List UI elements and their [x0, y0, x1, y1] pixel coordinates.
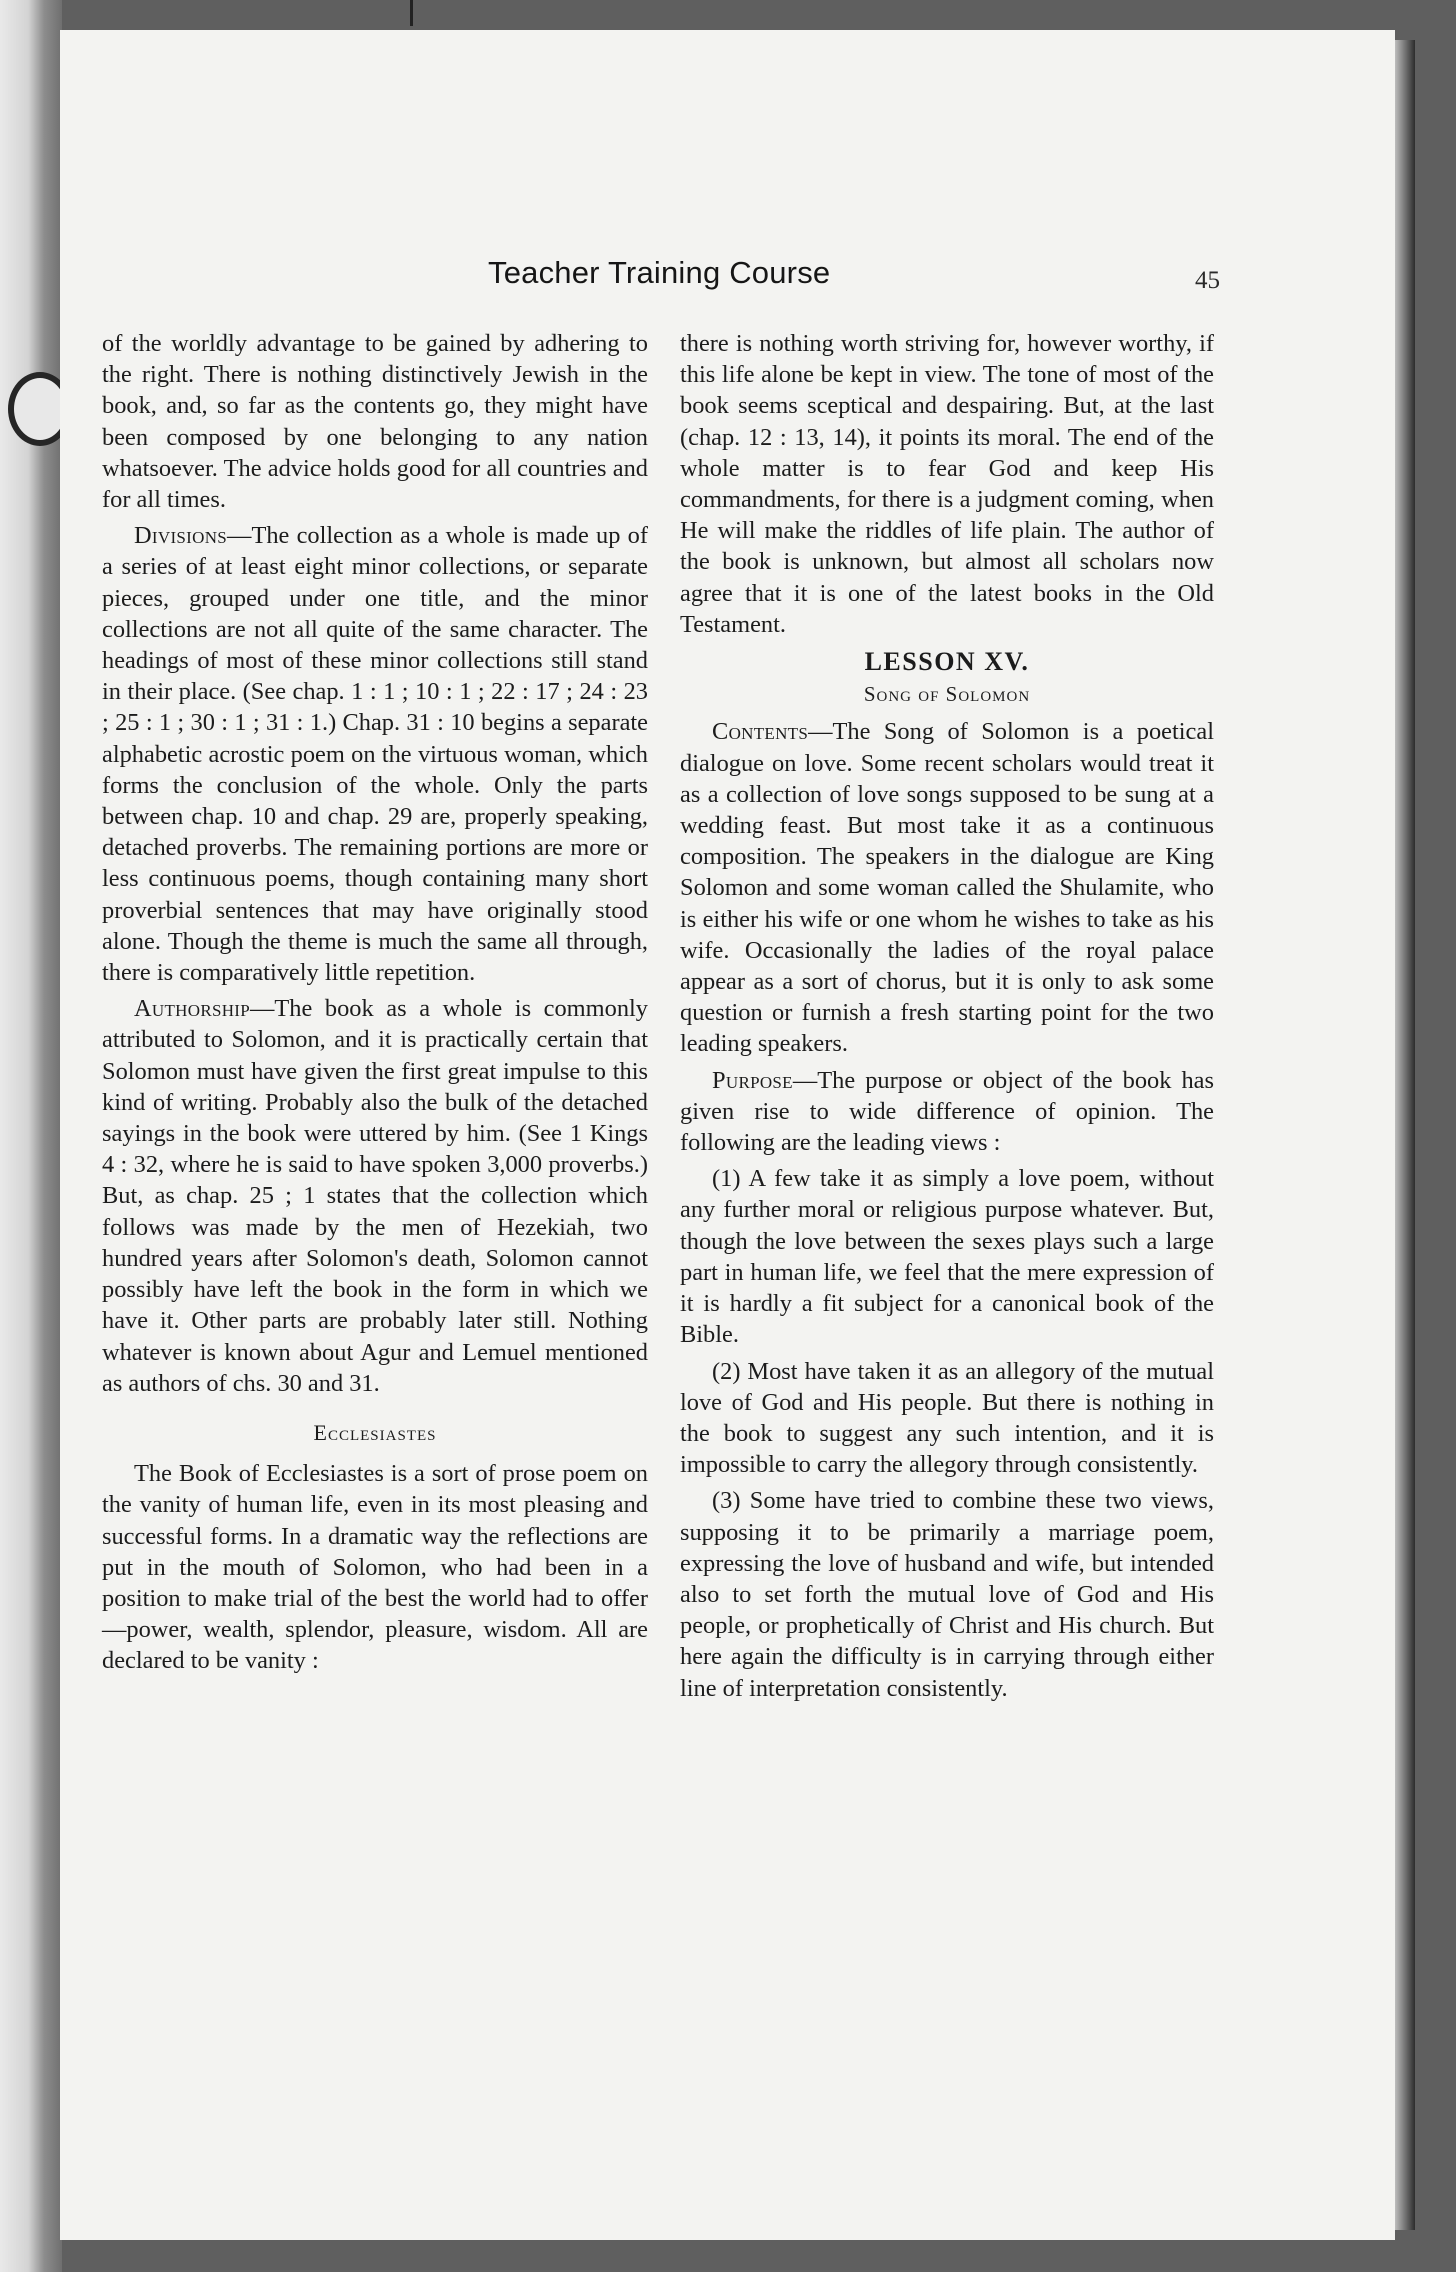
paragraph-continuation-right: there is nothing worth striving for, however worthy, if this life alone be kept in view. The tone of most of the book seems sceptical and despairing. But, at the last (chap. 12 : 13, 14), it points its moral. The end of the whole matter is to fear God and keep His commandments, for there is a judgment coming, when He will make the riddles of life plain. The author of the book is unknown, but almost all scholars now agree that it is one of the latest books in the Old Testament.: [680, 330, 1214, 638]
scan-binding-edge: [0, 0, 62, 2272]
paragraph-continuation: of the worldly advantage to be gained by adhering to the right. There is nothing distinctively Jewish in the book, and, so far as the contents go, they might have been composed by one belonging to any nation whatsoever. The advice holds good for all countries and for all times.: [102, 330, 648, 514]
paragraph-purpose: [680, 1065, 1214, 1159]
paragraph-authorship: [102, 993, 648, 1399]
purpose-label: Purpose: [712, 1066, 793, 1094]
page-edge-shadow: [1395, 40, 1415, 2230]
ecclesiastes-heading: Ecclesiastes: [313, 1419, 437, 1445]
running-head: Teacher Training Course: [488, 255, 831, 290]
right-column: [680, 328, 1214, 1709]
paragraph-view-1: (1) A few take it as simply a love poem, without any further moral or religious purpose whatever. But, though the love between the sexes plays such a large part in human life, we feel that the mere expression of it is hardly a fit subject for a canonical book of the Bible.: [680, 1165, 1214, 1349]
paragraph-divisions: [102, 520, 648, 988]
contents-text: —The Song of Solomon is a poetical dialogue on love. Some recent scholars would treat it as a collection of love songs supposed to be sung at a wedding feast. But most take it as a continuous composition. The speakers in the dialogue are King Solomon and some woman called the Shulamite, who is either his wife or one whom he wishes to take as his wife. Occasionally the ladies of the royal palace appear as a sort of chorus, but it is only to ask some question or furnish a fresh starting point for the two leading speakers.: [680, 718, 1214, 1058]
purpose-text: —The purpose or object of the book has given rise to wide difference of opinion. The following are the leading views :: [680, 1066, 1214, 1157]
paragraph-view-2: (2) Most have taken it as an allegory of the mutual love of God and His people. But there is nothing in the book to suggest any such intention, and it is impossible to carry the allegory through consistently.: [680, 1357, 1214, 1479]
lesson-heading: LESSON XV.: [864, 647, 1030, 677]
lesson-subheading: Song of Solomon: [863, 682, 1031, 707]
contents-label: Contents: [712, 718, 809, 746]
left-column: [102, 328, 648, 1682]
authorship-text: —The book as a whole is commonly attributed to Solomon, and it is practically certain that Solomon must have given the first great impulse to this kind of writing. Probably also the bulk of the detached sayings in the book were uttered by him. (See 1 Kings 4 : 32, where he is said to have spoken 3,000 proverbs.) But, as chap. 25 ; 1 states that the collection which follows was made by the men of Hezekiah, two hundred years after Solomon's death, Solomon cannot possibly have left the book in the form in which we have it. Other parts are probably later still. Nothing whatever is known about Agur and Lemuel mentioned as authors of chs. 30 and 31.: [102, 995, 648, 1397]
paragraph-ecclesiastes: The Book of Ecclesiastes is a sort of prose poem on the vanity of human life, even in its most pleasing and successful forms. In a dramatic way the reflections are put in the mouth of Solomon, who had been in a position to make trial of the best the world had to offer—power, wealth, splendor, pleasure, wisdom. All are declared to be vanity :: [102, 1460, 648, 1675]
divisions-label: Divisions: [134, 522, 228, 550]
scan-artifact-line: [410, 0, 413, 26]
authorship-label: Authorship: [134, 995, 251, 1023]
paragraph-view-3: (3) Some have tried to combine these two views, supposing it to be primarily a marriage poem, expressing the love of husband and wife, but intended also to set forth the mutual love of God and His people, or prophetically of Christ and His church. But here again the difficulty is in carrying through either line of interpretation consistently.: [680, 1487, 1214, 1702]
divisions-text: —The collection as a whole is made up of a series of at least eight minor collections, or separate pieces, grouped under one title, and the minor collections are not all quite of the same character. The headings of most of these minor collections still stand in their place. (See chap. 1 : 1 ; 10 : 1 ; 22 : 17 ; 24 : 23 ; 25 : 1 ; 30 : 1 ; 31 : 1.) Chap. 31 : 10 begins a separate alphabetic acrostic poem on the virtuous woman, which forms the conclusion of the whole. Only the parts between chap. 10 and chap. 29 are, properly speaking, detached proverbs. The remaining portions are more or less continuous poems, though containing many short proverbial sentences that may have originally stood alone. Though the theme is much the same all through, there is comparatively little repetition.: [102, 522, 648, 987]
page-number: 45: [1195, 267, 1220, 294]
paragraph-contents: [680, 716, 1214, 1059]
